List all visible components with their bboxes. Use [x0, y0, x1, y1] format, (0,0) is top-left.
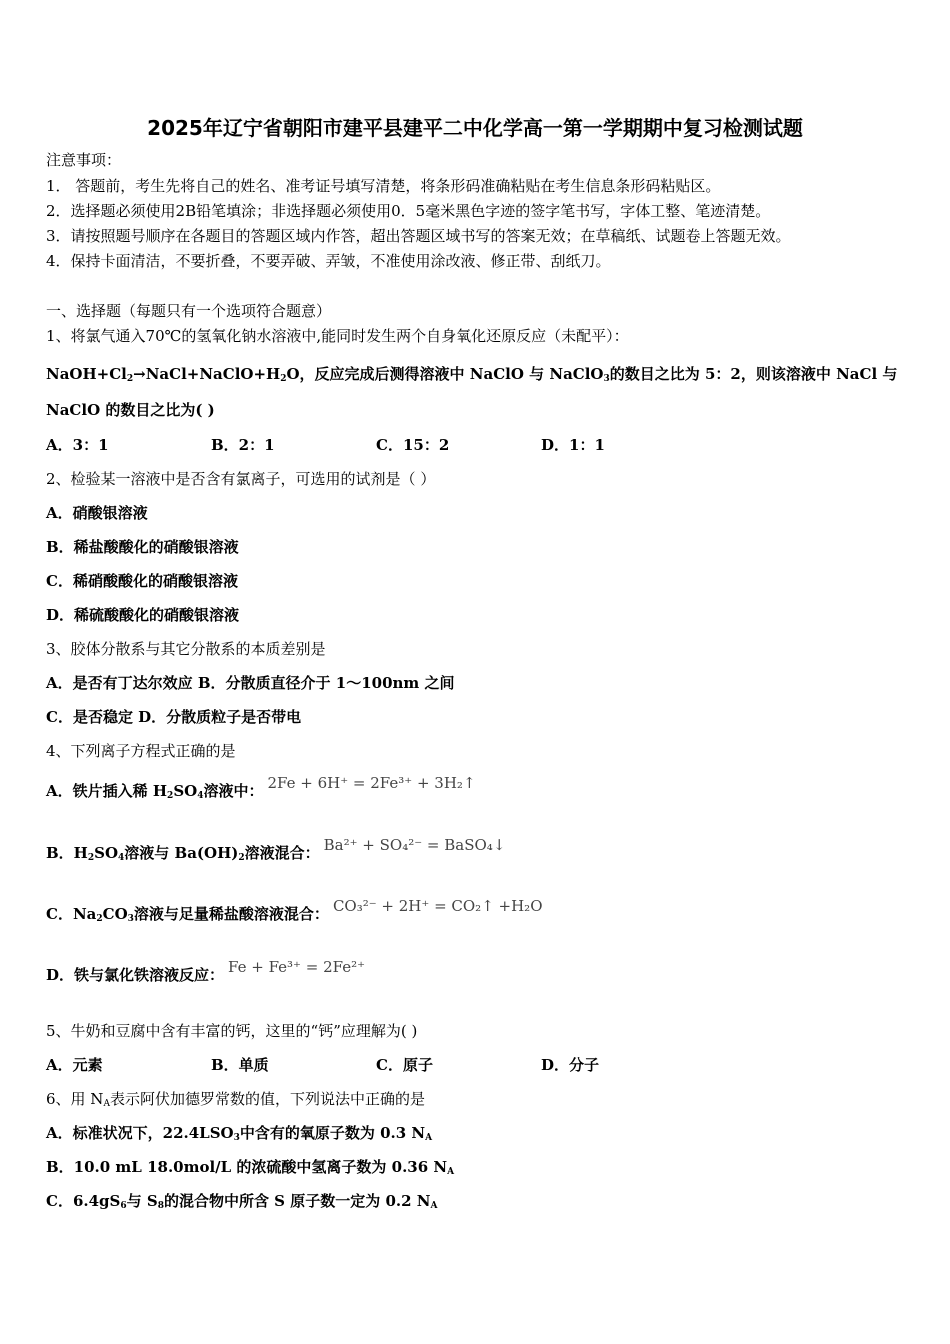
notice-item: 3．请按照题号顺序在各题目的答题区域内作答，超出答题区域书写的答案无效；在草稿纸、试题卷上答题无效。 [46, 227, 791, 245]
option-a: A．标准状况下，$22.4LSO_3$中含有的氧原子数为 0.3 $N_A$ [46, 1124, 433, 1143]
question-1-equation: $NaOH+Cl_2\to NaCl+NaClO+H_2O$，反应完成后测得溶液中 NaClO 与 NaClO$_3$的数目之比为 5：2，则该溶液中 NaCl 与 [46, 365, 898, 384]
section-heading: 一、选择题（每题只有一个选项符合题意） [46, 302, 332, 320]
option-a: A．3：1 [46, 436, 109, 454]
equation-c: CO₃²⁻ + 2H⁺ = CO₂↑ +H₂O [332, 897, 543, 915]
option-a: A．硝酸银溶液 [46, 504, 148, 522]
question-3-stem: 3、胶体分散系与其它分散系的本质差别是 [46, 640, 326, 658]
option-c: C．原子 [376, 1056, 433, 1074]
option-b: B．稀盐酸酸化的硝酸银溶液 [46, 538, 239, 556]
question-6-stem: 6、用 $N_A$表示阿伏加德罗常数的值，下列说法中正确的是 [46, 1090, 425, 1109]
option-c: C．$Na_2CO_3$溶液与足量稀盐酸溶液混合： CO₃²⁻ + 2H⁺ = CO₂↑ +H₂O [46, 897, 543, 924]
option-c: C．15：2 [376, 436, 450, 454]
question-5-stem: 5、牛奶和豆腐中含有丰富的钙，这里的“钙”应理解为( ) [46, 1022, 418, 1040]
question-5-options [46, 1055, 706, 1075]
question-1-options [46, 435, 706, 455]
notice-item: 1． 答题前，考生先将自己的姓名、准考证号填写清楚，将条形码准确粘贴在考生信息条形码粘贴区。 [46, 177, 721, 195]
option-a: A．元素 [46, 1056, 103, 1074]
notice-item: 4．保持卡面清洁，不要折叠，不要弄破、弄皱，不准使用涂改液、修正带、刮纸刀。 [46, 252, 611, 270]
option-b: B．$H_2SO_4$溶液与 $Ba(OH)_2$溶液混合： Ba²⁺ + SO₄²⁻ = BaSO₄↓ [46, 836, 506, 863]
question-4-stem: 4、下列离子方程式正确的是 [46, 742, 236, 760]
option-d: D．分子 [541, 1056, 600, 1074]
question-2-stem: 2、检验某一溶液中是否含有氯离子，可选用的试剂是（ ） [46, 470, 436, 488]
equation-b: Ba²⁺ + SO₄²⁻ = BaSO₄↓ [323, 836, 506, 854]
page-title: 2025年辽宁省朝阳市建平县建平二中化学高一第一学期期中复习检测试题 [147, 116, 803, 140]
option-d: D．稀硫酸酸化的硝酸银溶液 [46, 606, 240, 624]
notice-heading: 注意事项： [46, 151, 122, 169]
notice-item: 2．选择题必须使用2B铅笔填涂；非选择题必须使用0．5毫米黑色字迹的签字笔书写，字体工整、笔迹清楚。 [46, 202, 771, 220]
question-1-stem: 1、将氯气通入70℃的氢氧化钠水溶液中,能同时发生两个自身氧化还原反应（未配平）： [46, 327, 629, 345]
option-b: B．单质 [211, 1056, 269, 1074]
option-c: C．稀硝酸酸化的硝酸银溶液 [46, 572, 238, 590]
equation-a: 2Fe + 6H⁺ = 2Fe³⁺ + 3H₂↑ [267, 774, 476, 792]
option-a: A．铁片插入稀 $H_2SO_4$溶液中： 2Fe + 6H⁺ = 2Fe³⁺ + 3H₂↑ [46, 774, 476, 801]
question-1-line3: NaClO 的数目之比为( ) [46, 401, 215, 419]
option-d: D．1：1 [541, 436, 605, 454]
option-d: D．铁与氯化铁溶液反应： Fe + Fe³⁺ = 2Fe²⁺ [46, 958, 366, 984]
question-3-options-cd: C．是否稳定 D．分散质粒子是否带电 [46, 708, 302, 726]
option-b: B．10.0 mL 18.0mol/L 的浓硫酸中氢离子数为 0.36 $N_A$ [46, 1158, 455, 1177]
option-c: C．$6.4gS_6$与 $S_8$的混合物中所含 S 原子数一定为 0.2 $N_A$ [46, 1192, 438, 1211]
equation-d: Fe + Fe³⁺ = 2Fe²⁺ [228, 958, 366, 976]
question-3-options-ab: A．是否有丁达尔效应 B．分散质直径介于 1～100nm 之间 [46, 674, 455, 692]
option-b: B．2：1 [211, 436, 275, 454]
